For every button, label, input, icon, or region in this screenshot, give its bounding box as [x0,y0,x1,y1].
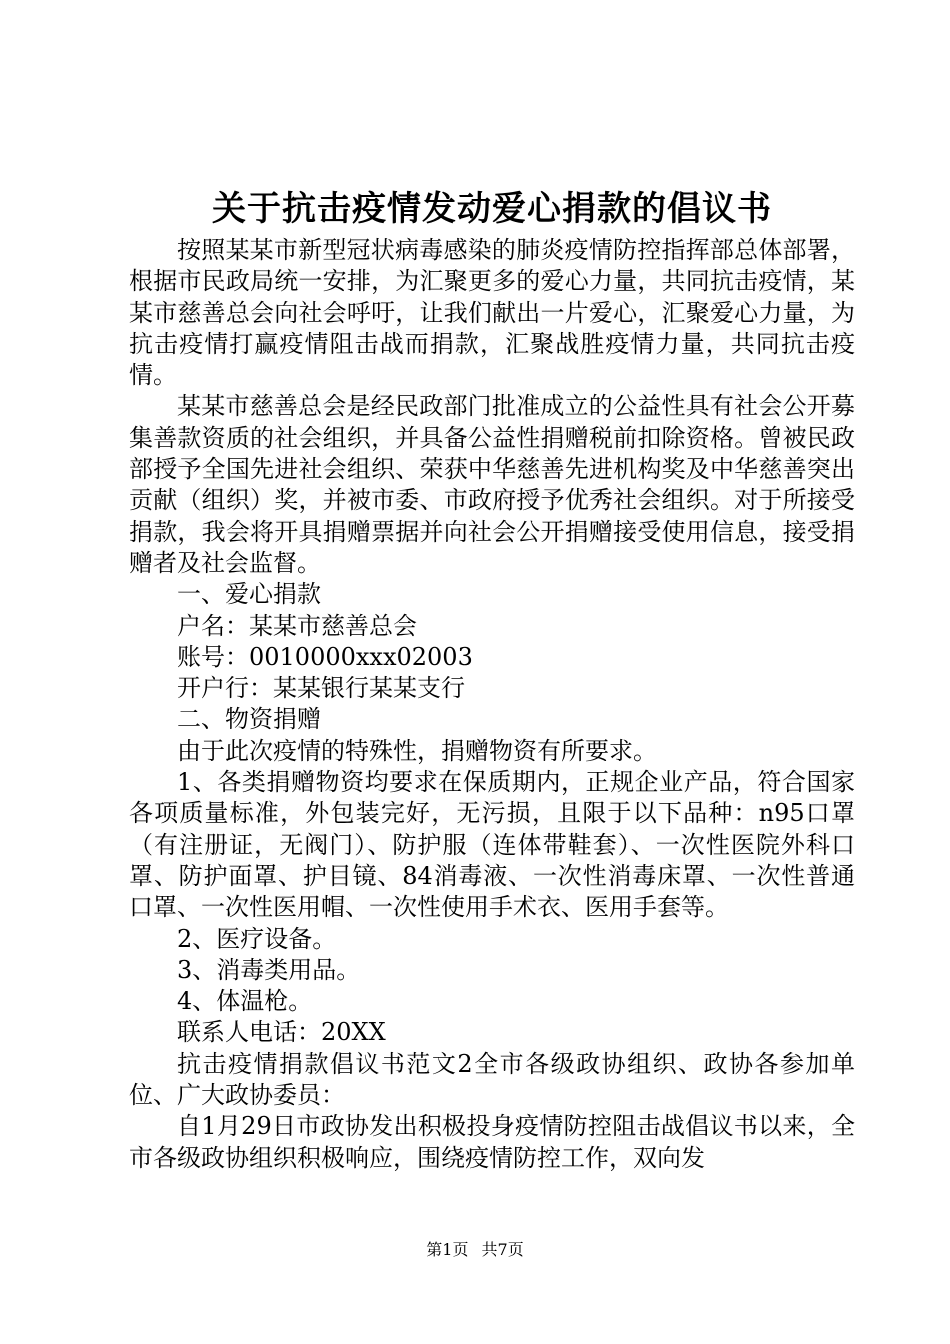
paragraph: 由于此次疫情的特殊性，捐赠物资有所要求。 [177,736,657,765]
document-title: 关于抗击疫情发动爱心捐款的倡议书 [212,189,772,229]
list-item: 3、消毒类用品。 [177,955,361,984]
page-footer [0,1240,950,1260]
list-item: 4、体温枪。 [177,987,313,1016]
paragraph: 抗击疫情捐款倡议书范文2全市各级政协组织、政协各参加单位、广大政协委员： [129,1049,855,1110]
section-heading: 一、爱心捐款 [177,580,321,609]
contact-phone: 联系人电话：20XX [177,1018,386,1047]
account-name: 户名：某某市慈善总会 [177,611,417,640]
page-total: 共7页 [481,1240,524,1259]
paragraph: 某某市慈善总会是经民政部门批准成立的公益性具有社会公开募集善款资质的社会组织，并具备公益性捐赠税前扣除资格。曾被民政部授予全国先进社会组织、荣获中华慈善先进机构奖及中华慈善突出贡献（组织）奖，并被市委、市政府授予优秀社会组织。对于所接受捐款，我会将开具捐赠票据并向社会公开捐赠接受使用信息，接受捐赠者及社会监督。 [129,392,855,577]
document-body [129,186,855,1174]
paragraph: 自1月29日市政协发出积极投身疫情防控阻击战倡议书以来，全市各级政协组织积极响应，围绕疫情防控工作，双向发 [129,1112,855,1172]
list-item: 2、医疗设备。 [177,924,337,953]
account-number: 账号：0010000xxx02003 [177,642,473,671]
section-heading: 二、物资捐赠 [177,705,321,734]
list-item: 1、各类捐赠物资均要求在保质期内，正规企业产品，符合国家各项质量标准，外包装完好，无污损，且限于以下品种：n95口罩（有注册证，无阀门）、防护服（连体带鞋套）、一次性医院外科口罩、防护面罩、护目镜、84消毒液、一次性消毒床罩、一次性普通口罩、一次性医用帽、一次性使用手术衣、医用手套等。 [129,768,855,922]
bank-name: 开户行：某某银行某某支行 [177,674,465,703]
page-number: 第1页 [426,1240,469,1259]
paragraph: 按照某某市新型冠状病毒感染的肺炎疫情防控指挥部总体部署，根据市民政局统一安排，为汇聚更多的爱心力量，共同抗击疫情，某某市慈善总会向社会呼吁，让我们献出一片爱心，汇聚爱心力量，为抗击疫情打赢疫情阻击战而捐款，汇聚战胜疫情力量，共同抗击疫情。 [129,236,855,390]
